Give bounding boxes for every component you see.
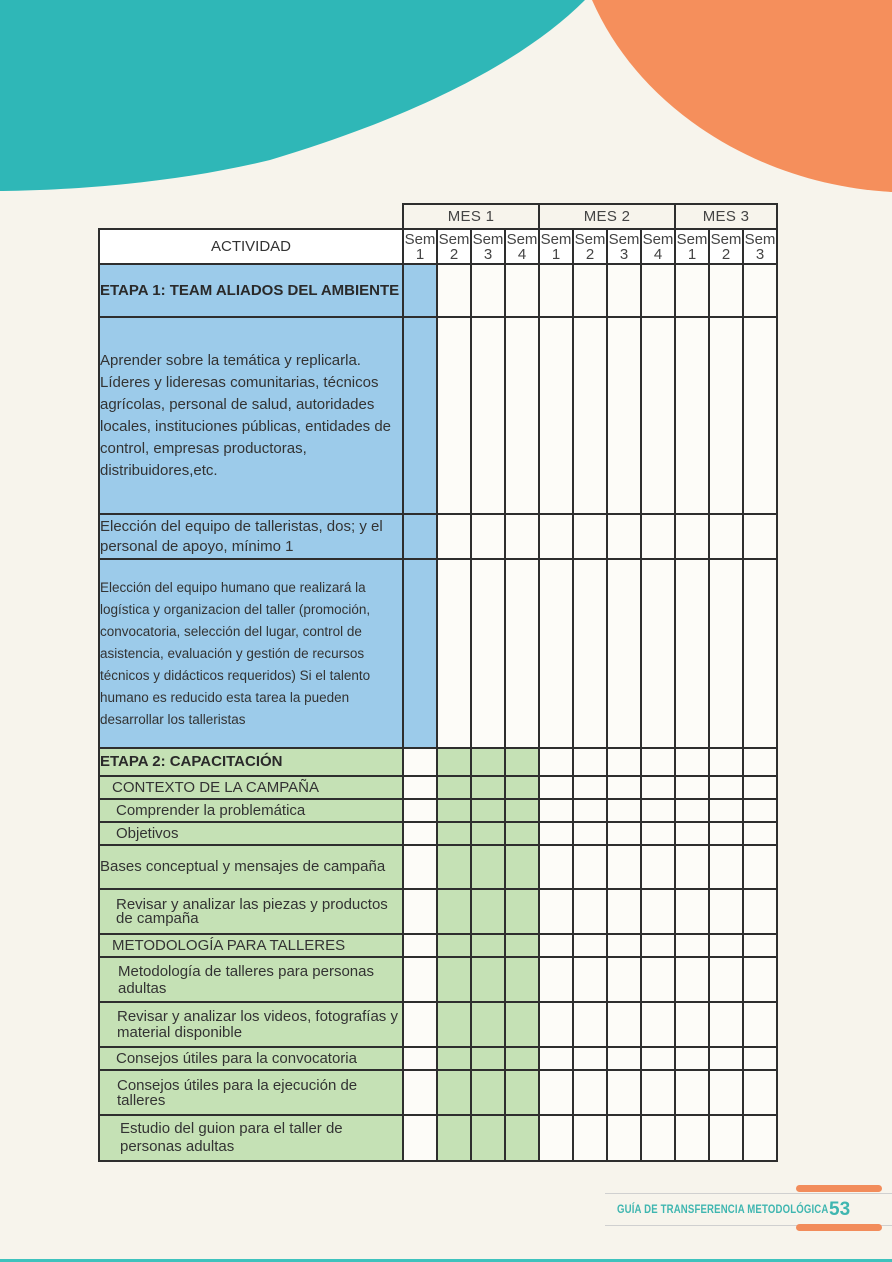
week-header: Sem 3 xyxy=(608,230,640,263)
schedule-cell xyxy=(709,776,743,799)
schedule-cell xyxy=(505,845,539,889)
schedule-cell xyxy=(743,889,777,934)
schedule-cell xyxy=(743,1115,777,1161)
table-row xyxy=(99,317,777,514)
stage-2-title: ETAPA 2: CAPACITACIÓN xyxy=(99,748,403,776)
schedule-cell xyxy=(641,317,675,514)
schedule-cell xyxy=(743,957,777,1002)
schedule-cell xyxy=(539,264,573,317)
schedule-cell xyxy=(437,799,471,822)
activity-column-header: ACTIVIDAD xyxy=(99,229,403,264)
schedule-cell xyxy=(607,264,641,317)
table-row xyxy=(99,1070,777,1115)
schedule-cell xyxy=(573,1002,607,1047)
schedule-cell xyxy=(675,1070,709,1115)
schedule-cell xyxy=(437,1115,471,1161)
schedule-cell xyxy=(471,889,505,934)
schedule-cell xyxy=(641,1070,675,1115)
schedule-cell xyxy=(675,822,709,845)
schedule-cell xyxy=(743,748,777,776)
schedule-cell xyxy=(607,1070,641,1115)
schedule-cell xyxy=(641,748,675,776)
schedule-cell xyxy=(505,1002,539,1047)
schedule-cell xyxy=(743,514,777,559)
schedule-cell xyxy=(573,264,607,317)
schedule-cell xyxy=(573,1047,607,1070)
table-row xyxy=(99,845,777,889)
schedule-cell xyxy=(403,514,437,559)
schedule-cell xyxy=(403,317,437,514)
schedule-cell xyxy=(437,317,471,514)
schedule-cell xyxy=(709,748,743,776)
activity-description: Comprender la problemática xyxy=(99,799,403,822)
schedule-cell xyxy=(471,264,505,317)
schedule-cell xyxy=(607,1115,641,1161)
schedule-cell xyxy=(471,1047,505,1070)
schedule-cell xyxy=(743,934,777,957)
schedule-cell xyxy=(403,799,437,822)
section-label: CONTEXTO DE LA CAMPAÑA xyxy=(99,776,403,799)
schedule-cell xyxy=(471,1002,505,1047)
schedule-cell xyxy=(437,264,471,317)
schedule-cell xyxy=(539,514,573,559)
schedule-cell xyxy=(539,1070,573,1115)
schedule-cell xyxy=(641,934,675,957)
schedule-cell xyxy=(403,889,437,934)
schedule-cell xyxy=(675,889,709,934)
schedule-cell xyxy=(573,514,607,559)
schedule-cell xyxy=(437,957,471,1002)
schedule-cell xyxy=(743,264,777,317)
schedule-cell xyxy=(607,776,641,799)
schedule-cell xyxy=(743,799,777,822)
table-row xyxy=(99,776,777,799)
schedule-cell xyxy=(539,317,573,514)
decorative-shapes xyxy=(0,0,892,200)
schedule-cell xyxy=(607,822,641,845)
schedule-cell xyxy=(437,845,471,889)
schedule-cell xyxy=(505,317,539,514)
schedule-cell xyxy=(403,934,437,957)
schedule-cell xyxy=(709,317,743,514)
week-header: Sem 3 xyxy=(472,230,504,263)
schedule-cell xyxy=(505,1070,539,1115)
schedule-cell xyxy=(641,514,675,559)
activity-description: Elección del equipo de talleristas, dos; y el personal de apoyo, mínimo 1 xyxy=(99,514,403,559)
schedule-cell xyxy=(675,317,709,514)
schedule-cell xyxy=(437,822,471,845)
schedule-cell xyxy=(505,776,539,799)
schedule-cell xyxy=(437,559,471,748)
schedule-cell xyxy=(403,559,437,748)
schedule-cell xyxy=(743,559,777,748)
schedule-cell xyxy=(743,845,777,889)
schedule-cell xyxy=(641,845,675,889)
schedule-cell xyxy=(539,1115,573,1161)
page-number: 53 xyxy=(829,1199,851,1220)
stage-1-title: ETAPA 1: TEAM ALIADOS DEL AMBIENTE xyxy=(99,264,403,317)
schedule-cell xyxy=(573,1070,607,1115)
schedule-cell xyxy=(539,957,573,1002)
schedule-cell xyxy=(437,748,471,776)
schedule-cell xyxy=(437,1047,471,1070)
schedule-cell xyxy=(505,264,539,317)
schedule-cell xyxy=(675,845,709,889)
schedule-cell xyxy=(403,822,437,845)
schedule-cell xyxy=(607,957,641,1002)
schedule-cell xyxy=(471,845,505,889)
activity-description: Objetivos xyxy=(99,822,403,845)
schedule-cell xyxy=(505,514,539,559)
schedule-cell xyxy=(607,889,641,934)
schedule-cell xyxy=(709,1002,743,1047)
schedule-cell xyxy=(743,317,777,514)
schedule-cell xyxy=(505,934,539,957)
activity-description: Estudio del guion para el taller de personas adultas xyxy=(99,1115,403,1161)
schedule-cell xyxy=(675,799,709,822)
schedule-cell xyxy=(641,776,675,799)
schedule-cell xyxy=(607,748,641,776)
schedule-cell xyxy=(641,559,675,748)
activity-description: Metodología de talleres para personas adultas xyxy=(99,957,403,1002)
week-header: Sem 1 xyxy=(540,230,572,263)
week-header: Sem 4 xyxy=(506,230,538,263)
schedule-cell xyxy=(709,822,743,845)
schedule-cell xyxy=(539,776,573,799)
schedule-cell xyxy=(743,1047,777,1070)
schedule-cell xyxy=(403,264,437,317)
schedule-cell xyxy=(471,1070,505,1115)
schedule-cell xyxy=(607,559,641,748)
schedule-cell xyxy=(641,1115,675,1161)
schedule-cell xyxy=(471,822,505,845)
schedule-cell xyxy=(641,799,675,822)
week-header: Sem 4 xyxy=(642,230,674,263)
table-row xyxy=(99,957,777,1002)
schedule-cell xyxy=(471,776,505,799)
week-header: Sem 3 xyxy=(744,230,776,263)
schedule-cell xyxy=(573,559,607,748)
schedule-cell xyxy=(641,889,675,934)
schedule-cell xyxy=(641,264,675,317)
schedule-cell xyxy=(573,957,607,1002)
schedule-cell xyxy=(607,1047,641,1070)
schedule-cell xyxy=(709,1115,743,1161)
schedule-cell xyxy=(403,1115,437,1161)
schedule-cell xyxy=(607,845,641,889)
activity-description: Revisar y analizar los videos, fotografías y material disponible xyxy=(99,1002,403,1047)
schedule-cell xyxy=(573,845,607,889)
schedule-cell xyxy=(403,845,437,889)
schedule-cell xyxy=(539,934,573,957)
schedule-cell xyxy=(471,559,505,748)
schedule-cell xyxy=(471,748,505,776)
schedule-cell xyxy=(607,514,641,559)
schedule-cell xyxy=(539,559,573,748)
schedule-cell xyxy=(573,776,607,799)
activity-schedule-table xyxy=(98,203,778,1162)
schedule-cell xyxy=(573,1115,607,1161)
schedule-cell xyxy=(675,559,709,748)
schedule-cell xyxy=(471,514,505,559)
teal-wave-shape xyxy=(0,0,585,191)
schedule-cell xyxy=(437,1002,471,1047)
schedule-cell xyxy=(675,1002,709,1047)
schedule-cell xyxy=(539,1047,573,1070)
schedule-cell xyxy=(471,934,505,957)
footer-accent-bar xyxy=(796,1224,882,1231)
schedule-cell xyxy=(505,1115,539,1161)
schedule-cell xyxy=(505,822,539,845)
schedule-cell xyxy=(437,514,471,559)
schedule-cell xyxy=(573,822,607,845)
schedule-cell xyxy=(675,1115,709,1161)
schedule-cell xyxy=(743,822,777,845)
schedule-cell xyxy=(437,889,471,934)
schedule-cell xyxy=(505,889,539,934)
table-row xyxy=(99,822,777,845)
schedule-cell xyxy=(709,1047,743,1070)
table-row xyxy=(99,559,777,748)
schedule-cell xyxy=(573,799,607,822)
week-header: Sem 2 xyxy=(438,230,470,263)
schedule-cell xyxy=(471,317,505,514)
activity-description: Revisar y analizar las piezas y productos de campaña xyxy=(99,889,403,934)
schedule-cell xyxy=(539,748,573,776)
schedule-cell xyxy=(437,776,471,799)
schedule-cell xyxy=(675,514,709,559)
table-row xyxy=(99,889,777,934)
table-row xyxy=(99,514,777,559)
schedule-cell xyxy=(539,822,573,845)
schedule-cell xyxy=(709,1070,743,1115)
month-1-header: MES 1 xyxy=(403,204,539,229)
schedule-cell xyxy=(403,776,437,799)
footer-divider xyxy=(605,1193,892,1194)
schedule-cell xyxy=(675,1047,709,1070)
table-row xyxy=(99,1047,777,1070)
schedule-cell xyxy=(675,957,709,1002)
schedule-cell xyxy=(709,514,743,559)
activity-description: Elección del equipo humano que realizará la logística y organizacion del taller (promoción, convocatoria, selección del lugar, control de asistencia, evaluación y gestión de recursos técnicos y didácticos requeridos) Si el talento humano es reducido esta tarea la pueden desarrollar los talleristas xyxy=(99,559,403,748)
week-header: Sem 2 xyxy=(574,230,606,263)
schedule-cell xyxy=(471,1115,505,1161)
schedule-cell xyxy=(709,559,743,748)
page-footer xyxy=(605,1185,892,1233)
schedule-cell xyxy=(743,1002,777,1047)
schedule-cell xyxy=(539,845,573,889)
schedule-cell xyxy=(675,748,709,776)
schedule-cell xyxy=(607,1002,641,1047)
schedule-cell xyxy=(505,559,539,748)
schedule-cell xyxy=(675,934,709,957)
empty-corner xyxy=(99,204,403,229)
table-row xyxy=(99,799,777,822)
activity-description: Aprender sobre la temática y replicarla. Líderes y lideresas comunitarias, técnicos agrícolas, personal de salud, autoridades locales, instituciones públicas, entidades de control, empresas productoras, distribuidores,etc. xyxy=(99,317,403,514)
schedule-cell xyxy=(709,264,743,317)
table-row xyxy=(99,1115,777,1161)
footer-accent-bar xyxy=(796,1185,882,1192)
schedule-cell xyxy=(505,957,539,1002)
schedule-cell xyxy=(607,799,641,822)
activity-description: Consejos útiles para la ejecución de talleres xyxy=(99,1070,403,1115)
schedule-cell xyxy=(471,799,505,822)
week-header: Sem 1 xyxy=(404,230,436,263)
schedule-cell xyxy=(471,957,505,1002)
schedule-cell xyxy=(709,934,743,957)
section-label: METODOLOGÍA PARA TALLERES xyxy=(99,934,403,957)
table-row xyxy=(99,1002,777,1047)
schedule-cell xyxy=(675,264,709,317)
week-header: Sem 1 xyxy=(676,230,708,263)
schedule-cell xyxy=(607,317,641,514)
activity-description: Bases conceptual y mensajes de campaña xyxy=(99,845,403,889)
schedule-cell xyxy=(539,1002,573,1047)
schedule-cell xyxy=(505,748,539,776)
schedule-cell xyxy=(505,799,539,822)
table-row xyxy=(99,934,777,957)
schedule-cell xyxy=(437,1070,471,1115)
schedule-cell xyxy=(709,957,743,1002)
schedule-cell xyxy=(607,934,641,957)
orange-circle-shape xyxy=(592,0,892,192)
schedule-cell xyxy=(641,1047,675,1070)
schedule-cell xyxy=(573,748,607,776)
schedule-cell xyxy=(641,822,675,845)
schedule-cell xyxy=(641,1002,675,1047)
schedule-cell xyxy=(539,889,573,934)
month-3-header: MES 3 xyxy=(675,204,777,229)
month-2-header: MES 2 xyxy=(539,204,675,229)
schedule-cell xyxy=(573,889,607,934)
schedule-cell xyxy=(403,1047,437,1070)
schedule-cell xyxy=(539,799,573,822)
schedule-cell xyxy=(403,1070,437,1115)
week-header: Sem 2 xyxy=(710,230,742,263)
schedule-cell xyxy=(641,957,675,1002)
schedule-cell xyxy=(709,799,743,822)
schedule-cell xyxy=(403,957,437,1002)
schedule-cell xyxy=(709,845,743,889)
schedule-cell xyxy=(505,1047,539,1070)
stage-1-title-row xyxy=(99,264,777,317)
schedule-cell xyxy=(403,1002,437,1047)
schedule-cell xyxy=(709,889,743,934)
stage-2-title-row xyxy=(99,748,777,776)
schedule-cell xyxy=(675,776,709,799)
schedule-cell xyxy=(743,776,777,799)
month-header-row xyxy=(99,204,777,229)
schedule-cell xyxy=(743,1070,777,1115)
footer-guide-title: GUÍA DE TRANSFERENCIA METODOLÓGICA xyxy=(617,1202,829,1216)
schedule-cell xyxy=(403,748,437,776)
activity-description: Consejos útiles para la convocatoria xyxy=(99,1047,403,1070)
schedule-cell xyxy=(573,934,607,957)
week-header-row xyxy=(99,229,777,264)
schedule-cell xyxy=(573,317,607,514)
schedule-cell xyxy=(437,934,471,957)
